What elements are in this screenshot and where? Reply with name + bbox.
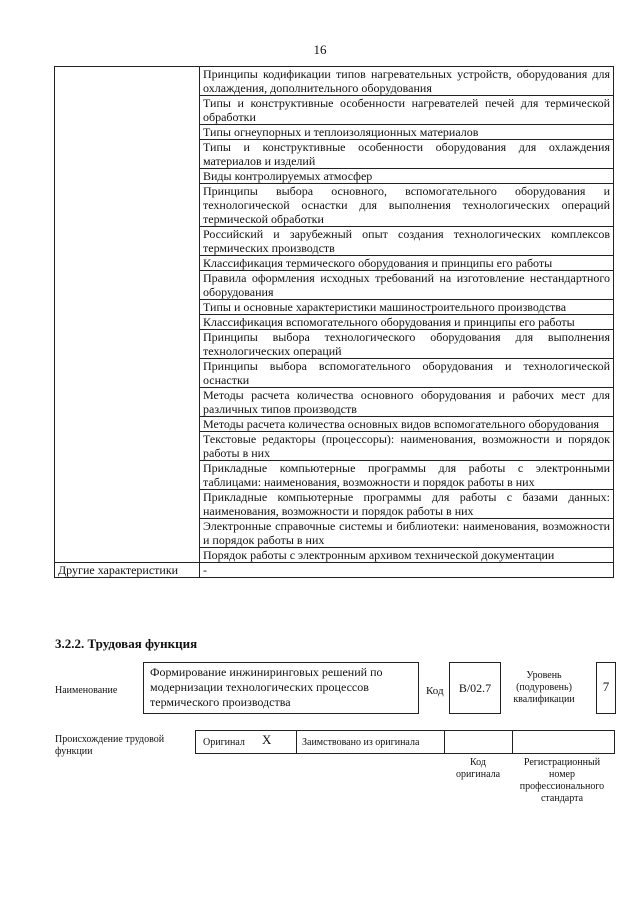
list-item: Принципы выбора основного, вспомогательного оборудования и технологической оснастки для выполнения технологических операций термической обработки xyxy=(200,184,613,227)
list-item: Типы и основные характеристики машиностроительного производства xyxy=(200,300,613,315)
list-item: Принципы выбора вспомогательного оборудования и технологической оснастки xyxy=(200,359,613,388)
table-row xyxy=(55,67,614,563)
name-label: Наименование xyxy=(55,685,118,696)
list-item: Методы расчета количества основного оборудования и рабочих мест для различных типов производств xyxy=(200,388,613,417)
code-label: Код xyxy=(426,685,444,697)
registration-caption: Регистрационный номер профессионального стандарта xyxy=(519,757,605,804)
empty-label-cell xyxy=(55,67,200,563)
list-item: Классификация термического оборудования и принципы его работы xyxy=(200,256,613,271)
divider xyxy=(296,731,297,753)
other-label: Другие характеристики xyxy=(55,563,200,578)
list-item: Методы расчета количества основных видов вспомогательного оборудования xyxy=(200,417,613,432)
divider xyxy=(444,731,445,753)
list-item: Российский и зарубежный опыт создания технологических комплексов термических производств xyxy=(200,227,613,256)
list-item: Типы огнеупорных и теплоизоляционных материалов xyxy=(200,125,613,140)
divider xyxy=(512,731,513,753)
list-item: Виды контролируемых атмосфер xyxy=(200,169,613,184)
knowledge-table xyxy=(54,66,614,578)
original-mark: X xyxy=(262,732,272,747)
level-label: Уровень (подуровень) квалификации xyxy=(513,670,575,705)
list-item: Прикладные компьютерные программы для работы с электронными таблицами: наименования, возможности и порядок работы в них xyxy=(200,461,613,490)
knowledge-cell xyxy=(200,67,614,563)
original-label: Оригинал xyxy=(203,737,245,748)
table-row xyxy=(55,563,614,578)
origin-label: Происхождение трудовой функции xyxy=(55,734,165,757)
level-box: 7 xyxy=(596,662,616,714)
list-item: Классификация вспомогательного оборудования и принципы его работы xyxy=(200,315,613,330)
list-item: Текстовые редакторы (процессоры): наименования, возможности и порядок работы в них xyxy=(200,432,613,461)
list-item: Принципы кодификации типов нагревательных устройств, оборудования для охлаждения, дополнительного оборудования xyxy=(200,67,613,96)
other-value: - xyxy=(200,563,614,578)
function-name-box: Формирование инжиниринговых решений по модернизации технологических процессов термического производства xyxy=(143,662,419,714)
list-item: Электронные справочные системы и библиотеки: наименования, возможности и порядок работы в них xyxy=(200,519,613,548)
list-item: Порядок работы с электронным архивом технической документации xyxy=(203,548,555,562)
code-original-caption: Код оригинала xyxy=(455,757,501,780)
list-item: Принципы выбора технологического оборудования для выполнения технологических операций xyxy=(200,330,613,359)
list-item: Типы и конструктивные особенности нагревателей печей для термической обработки xyxy=(200,96,613,125)
page-number: 16 xyxy=(313,42,327,57)
list-item: Прикладные компьютерные программы для работы с базами данных: наименования, возможности и порядок работы в них xyxy=(200,490,613,519)
list-item: Правила оформления исходных требований на изготовление нестандартного оборудования xyxy=(200,271,613,300)
list-item: Типы и конструктивные особенности оборудования для охлаждения материалов и изделий xyxy=(200,140,613,169)
code-box: B/02.7 xyxy=(449,662,501,714)
borrowed-label: Заимствовано из оригинала xyxy=(302,737,420,748)
section-heading: 3.2.2. Трудовая функция xyxy=(55,636,198,651)
